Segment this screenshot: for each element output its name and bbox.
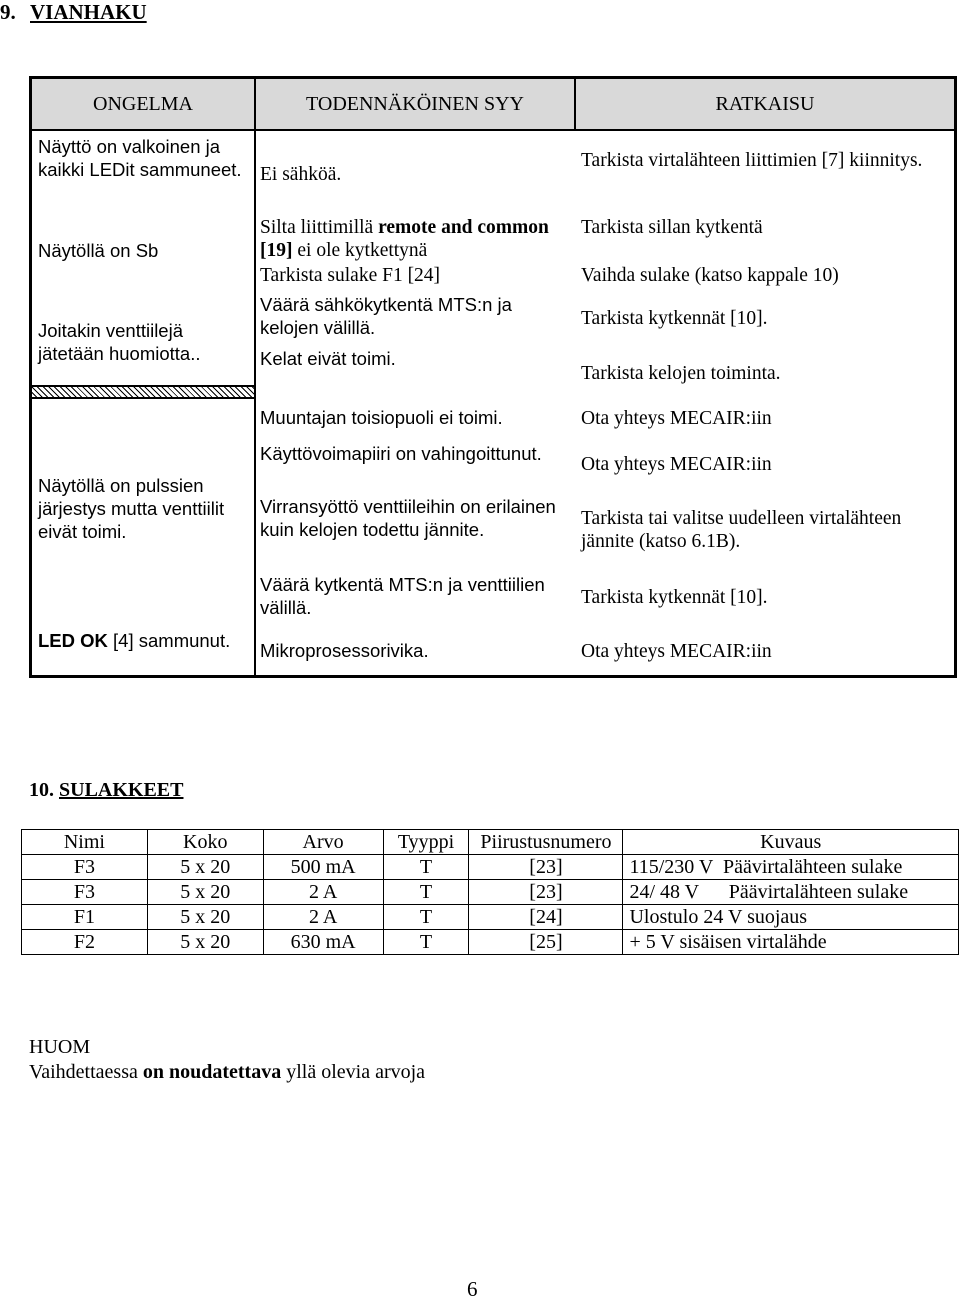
fuse-header-type: Tyyppi (383, 830, 469, 855)
cause-10: Mikroprosessorivika. (260, 640, 429, 661)
fuse-header-size: Koko (147, 830, 263, 855)
cause-3: Tarkista sulake F1 [24] (260, 265, 441, 286)
row-separator-top (32, 385, 254, 387)
fuse-header-drawing-number: Piirustusnumero (469, 830, 623, 855)
fuse-value: 2 A (263, 880, 383, 905)
cause-5: Kelat eivät toimi. (260, 348, 396, 369)
cause-7: Käyttövoimapiiri on vahingoittunut. (260, 443, 542, 464)
solution-4: Tarkista kytkennät [10]. (581, 308, 768, 329)
column-divider-2 (574, 79, 576, 129)
solution-1: Tarkista virtalähteen liittimien [7] kiinnitys. (581, 150, 923, 171)
fuse-drawing-number: [23] (469, 855, 623, 880)
cause-4: Väärä sähkökytkentä MTS:n ja kelojen välillä. (260, 294, 512, 338)
fuse-value: 630 mA (263, 930, 383, 955)
fuse-name: F1 (22, 905, 148, 930)
fuse-name: F3 (22, 880, 148, 905)
solution-8: Tarkista tai valitse uudelleen virtalähteen jännite (katso 6.1B). (581, 508, 902, 552)
solution-6: Ota yhteys MECAIR:iin (581, 408, 772, 429)
table-row (22, 855, 959, 880)
solution-10: Ota yhteys MECAIR:iin (581, 641, 772, 662)
note-text (29, 1060, 425, 1085)
problem-1: Näyttö on valkoinen ja kaikki LEDit sammuneet. (38, 136, 242, 180)
section-9-title: VIANHAKU (30, 0, 147, 24)
section-10-title: SULAKKEET (59, 779, 184, 801)
cause-2-a: Silta liittimillä (260, 217, 379, 238)
header-divider (32, 129, 954, 131)
section-10-heading (29, 779, 183, 802)
fuse-drawing-number: [25] (469, 930, 623, 955)
fuse-size: 5 x 20 (147, 855, 263, 880)
cause-2-c: ei ole kytkettynä (292, 240, 428, 261)
led-ok-label: LED OK (38, 630, 108, 651)
table-row (22, 905, 959, 930)
solution-7: Ota yhteys MECAIR:iin (581, 454, 772, 475)
fuse-type: T (383, 930, 469, 955)
fuse-header-name: Nimi (22, 830, 148, 855)
solution-9: Tarkista kytkennät [10]. (581, 587, 768, 608)
fuse-name: F2 (22, 930, 148, 955)
table-row (22, 930, 959, 955)
note-text-a: Vaihdettaessa (29, 1061, 143, 1083)
fuse-size: 5 x 20 (147, 930, 263, 955)
cause-2-b: remote and common [19] (260, 217, 549, 261)
cause-2 (260, 216, 560, 262)
cause-9: Väärä kytkentä MTS:n ja venttiilien välillä. (260, 574, 545, 618)
fuse-value: 500 mA (263, 855, 383, 880)
fuse-name: F3 (22, 855, 148, 880)
problem-3: Joitakin venttiilejä jätetään huomiotta.. (38, 320, 201, 364)
header-cause: TODENNÄKÖINEN SYY (256, 79, 574, 129)
fuse-description: + 5 V sisäisen virtalähde (623, 930, 959, 955)
problem-4: Näytöllä on pulssien järjestys mutta venttiilit eivät toimi. (38, 475, 225, 542)
section-9-number: 9. (0, 0, 16, 24)
problem-5 (38, 629, 248, 652)
fuse-description: 115/230 V Päävirtalähteen sulake (623, 855, 959, 880)
fuse-value: 2 A (263, 905, 383, 930)
fuse-size: 5 x 20 (147, 905, 263, 930)
note-text-c: yllä olevia arvoja (281, 1061, 426, 1083)
fuse-table (21, 829, 959, 955)
fuse-header-description: Kuvaus (623, 830, 959, 855)
cause-8: Virransyöttö venttiileihin on erilainen kuin kelojen todettu jännite. (260, 496, 556, 540)
fuse-header-value: Arvo (263, 830, 383, 855)
note-title: HUOM (29, 1036, 91, 1058)
cause-6: Muuntajan toisiopuoli ei toimi. (260, 407, 503, 428)
cause-1: Ei sähköä. (260, 164, 342, 185)
problem-5-rest: [4] sammunut. (107, 630, 231, 651)
header-problem: ONGELMA (32, 79, 254, 129)
problem-2: Näytöllä on Sb (38, 240, 159, 261)
note-text-bold: on noudatettava (142, 1061, 282, 1083)
header-solution: RATKAISU (576, 79, 954, 129)
table-row (22, 880, 959, 905)
column-divider-1 (254, 79, 256, 675)
section-10-number: 10. (29, 779, 54, 801)
fuse-drawing-number: [24] (469, 905, 623, 930)
page-number: 6 (467, 1277, 478, 1301)
row-separator-bottom (32, 397, 254, 399)
section-9-heading (0, 0, 147, 25)
fuse-table-header-row (22, 830, 959, 855)
troubleshooting-table (29, 76, 957, 678)
fuse-description: 24/ 48 V Päävirtalähteen sulake (623, 880, 959, 905)
note-block (29, 1035, 425, 1085)
solution-5: Tarkista kelojen toiminta. (581, 363, 781, 384)
fuse-drawing-number: [23] (469, 880, 623, 905)
fuse-description: Ulostulo 24 V suojaus (623, 905, 959, 930)
solution-3: Vaihda sulake (katso kappale 10) (581, 265, 839, 286)
fuse-type: T (383, 880, 469, 905)
solution-2: Tarkista sillan kytkentä (581, 217, 763, 238)
fuse-size: 5 x 20 (147, 880, 263, 905)
fuse-type: T (383, 905, 469, 930)
fuse-type: T (383, 855, 469, 880)
